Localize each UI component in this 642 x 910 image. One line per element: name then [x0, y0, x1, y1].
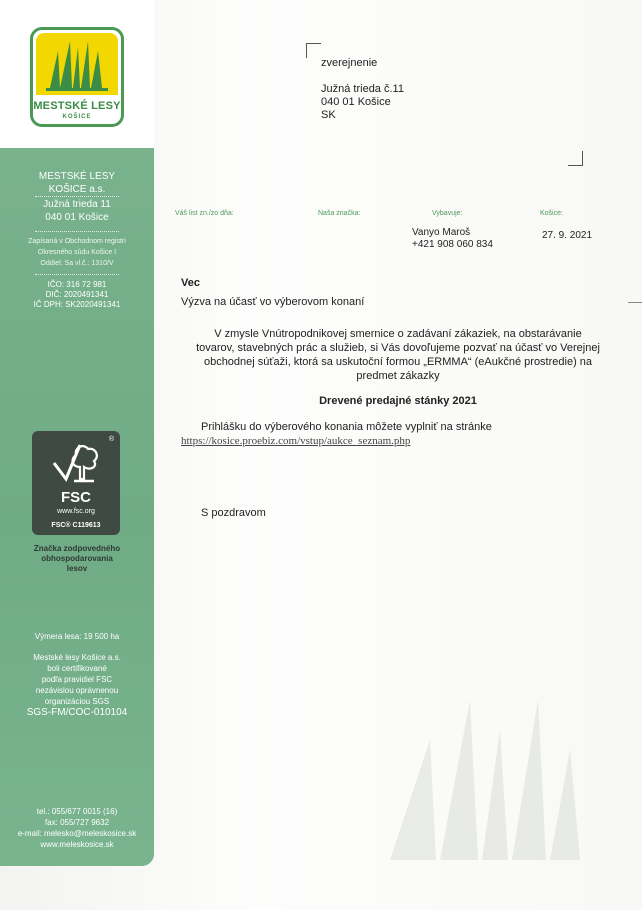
address-window-corner [306, 43, 321, 58]
forest-watermark-icon [370, 680, 590, 870]
auction-link[interactable]: https://kosice.proebiz.com/vstup/aukce_seznam.php [181, 435, 411, 447]
body-paragraph [178, 327, 618, 383]
certification-text [0, 652, 154, 707]
sidebar-ids [0, 280, 154, 310]
body-line: V zmysle Vnútropodnikovej smernice o zadávaní zákaziek, na obstarávanie [214, 328, 582, 340]
certification-line: organizáciou SGS [44, 697, 110, 706]
certification-line: boli certifikované [47, 664, 107, 673]
recipient-name: zverejnenie [321, 57, 378, 69]
divider [35, 274, 119, 275]
subject-line: Výzva na účasť vo výberovom konaní [181, 296, 365, 308]
body-line: predmet zákazky [356, 370, 440, 382]
company-logo [30, 27, 124, 127]
website-line: www.meleskosice.sk [40, 840, 114, 849]
address-line: 040 01 Košice [45, 212, 109, 223]
contact-block [0, 806, 154, 850]
divider [35, 231, 119, 232]
handled-by-label: Vybavuje: [432, 210, 463, 217]
address-window-corner [568, 151, 583, 166]
sidebar-registration [0, 236, 154, 269]
email-line: e-mail: melesko@meleskosice.sk [17, 829, 137, 838]
fsc-url: www.fsc.org [57, 508, 95, 515]
fsc-note-line: Značka zodpovedného [33, 544, 121, 553]
phone-line: tel.: 055/677 0015 (16) [36, 807, 118, 816]
place-label: Košice: [540, 210, 563, 217]
registration-line: Okresného súdu Košice I [37, 249, 117, 256]
letter-date: 27. 9. 2021 [542, 230, 593, 241]
greeting: S pozdravom [201, 507, 266, 519]
company-sidebar [0, 0, 154, 866]
your-letter-label: Váš list zn./zo dňa: [175, 210, 234, 217]
registration-line: Zapísaná v Obchodnom registri [28, 238, 126, 245]
recipient-city: 040 01 Košice [321, 96, 391, 108]
fax-line: fax: 055/727 9632 [44, 818, 110, 827]
sidebar-address [0, 198, 154, 224]
company-name-line: MESTSKÉ LESY [38, 171, 116, 182]
sidebar-company [0, 170, 154, 196]
dic-line: DIČ: 2020491341 [45, 290, 109, 299]
company-name-line: KOŠICE a.s. [48, 184, 106, 195]
fsc-tree-icon [50, 439, 104, 487]
tender-title: Drevené predajné stánky 2021 [319, 395, 477, 407]
apply-text: Prihlášku do výberového konania môžete vyplniť na stránke [201, 421, 492, 433]
certification-line: Mestské lesy Košice a.s. [33, 653, 121, 662]
fsc-note-line: lesov [66, 564, 88, 573]
fsc-note-line: obhospodarovania [41, 554, 113, 563]
recipient-address [321, 57, 404, 122]
address-line: Južná trieda 11 [43, 199, 111, 210]
recipient-country: SK [321, 109, 336, 121]
certification-line: nezávislou oprávnenou [35, 686, 119, 695]
handled-by-phone: +421 908 060 834 [412, 239, 493, 250]
logo-city: KOŠICE [62, 114, 92, 120]
fsc-code: FSC® C119613 [51, 522, 101, 529]
fold-mark [628, 302, 642, 303]
divider [35, 196, 119, 197]
our-ref-label: Naša značka: [318, 210, 361, 217]
forest-logo-icon [36, 33, 118, 95]
handled-by [412, 227, 493, 251]
body-line: obchodnej súťaži, ktorá sa uskutoční formou „ERMMA“ (eAukčné prostredie) na [203, 356, 593, 368]
fsc-registered-mark: ® [108, 436, 114, 443]
recipient-street: Južná trieda č.11 [321, 83, 404, 95]
body-line: tovarov, stavebných prác a služieb, si Vás dovoľujeme pozvať na účasť vo Verejnej [196, 342, 600, 354]
fsc-title: FSC [61, 489, 91, 506]
icdph-line: IČ DPH: SK2020491341 [33, 300, 121, 309]
handled-by-name: Vanyo Maroš [412, 227, 471, 238]
ico-line: IČO: 316 72 981 [47, 280, 107, 289]
certification-line: podľa pravidiel FSC [41, 675, 113, 684]
forest-area: Výmera lesa: 19 500 ha [34, 632, 120, 641]
logo-name: MESTSKÉ LESY [33, 100, 121, 112]
registration-line: Oddiel: Sa vl.č.: 1310/V [40, 260, 114, 267]
fsc-badge [32, 431, 120, 535]
subject-heading: Vec [181, 277, 200, 289]
certification-code: SGS-FM/COC-010104 [26, 707, 128, 718]
fsc-note [0, 544, 154, 574]
